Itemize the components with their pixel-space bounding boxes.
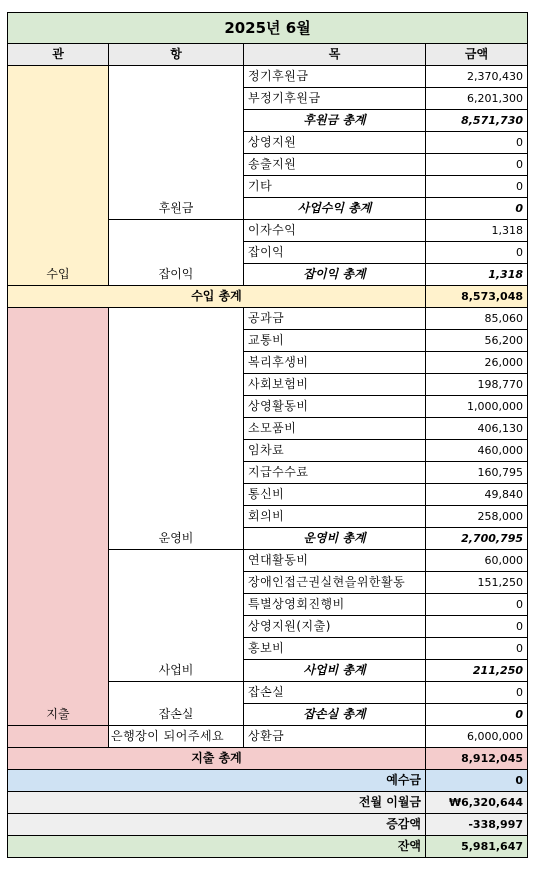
mok-cell: 회의비: [244, 506, 426, 528]
summary-label: 증감액: [8, 814, 426, 836]
subtotal-label: 후원금 총계: [244, 110, 426, 132]
amount-cell: 6,000,000: [426, 726, 528, 748]
table-row: [8, 308, 528, 330]
mok-cell: 공과금: [244, 308, 426, 330]
gwan-expense-blank: [8, 726, 109, 748]
summary-row-balance: [8, 836, 528, 858]
mok-cell: 기타: [244, 176, 426, 198]
mok-cell: 상환금: [244, 726, 426, 748]
amount-cell: 49,840: [426, 484, 528, 506]
mok-cell: 연대활동비: [244, 550, 426, 572]
subtotal-label: 사업수익 총계: [244, 198, 426, 220]
summary-amount: -338,997: [426, 814, 528, 836]
amount-cell: 26,000: [426, 352, 528, 374]
page-title: 2025년 6월: [8, 13, 528, 44]
amount-cell: 60,000: [426, 550, 528, 572]
table-row: [8, 66, 528, 88]
amount-cell: 6,201,300: [426, 88, 528, 110]
subtotal-label: 사업비 총계: [244, 660, 426, 682]
mok-cell: 정기후원금: [244, 66, 426, 88]
amount-cell: 0: [426, 154, 528, 176]
mok-cell: 소모품비: [244, 418, 426, 440]
mok-cell: 이자수익: [244, 220, 426, 242]
subtotal-label: 운영비 총계: [244, 528, 426, 550]
gwan-expense: 지출: [8, 308, 109, 726]
table-row: [8, 726, 528, 748]
hang-business: 사업비: [109, 550, 244, 682]
mok-cell: 상영지원: [244, 132, 426, 154]
income-total-row: [8, 286, 528, 308]
amount-cell: 0: [426, 176, 528, 198]
summary-label: 예수금: [8, 770, 426, 792]
hang-bank: 은행장이 되어주세요: [109, 726, 244, 748]
amount-cell: 160,795: [426, 462, 528, 484]
subtotal-amount: 0: [426, 704, 528, 726]
mok-cell: 잡이익: [244, 242, 426, 264]
header-hang: 항: [109, 44, 244, 66]
summary-row-carryover: [8, 792, 528, 814]
amount-cell: 0: [426, 594, 528, 616]
mok-cell: 부정기후원금: [244, 88, 426, 110]
subtotal-amount: 1,318: [426, 264, 528, 286]
gwan-income: 수입: [8, 66, 109, 286]
mok-cell: 송출지원: [244, 154, 426, 176]
summary-label: 전월 이월금: [8, 792, 426, 814]
header-mok: 목: [244, 44, 426, 66]
hang-loss: 잡손실: [109, 682, 244, 726]
mok-cell: 장애인접근권실현을위한활동: [244, 572, 426, 594]
amount-cell: 460,000: [426, 440, 528, 462]
header-amount: 금액: [426, 44, 528, 66]
subtotal-amount: 0: [426, 198, 528, 220]
amount-cell: 1,000,000: [426, 396, 528, 418]
summary-amount: ₩6,320,644: [426, 792, 528, 814]
hang-donation: 후원금: [109, 66, 244, 220]
summary-row-deposit: [8, 770, 528, 792]
amount-cell: 0: [426, 242, 528, 264]
mok-cell: 상영지원(지출): [244, 616, 426, 638]
amount-cell: 1,318: [426, 220, 528, 242]
subtotal-amount: 211,250: [426, 660, 528, 682]
mok-cell: 홍보비: [244, 638, 426, 660]
expense-total-amount: 8,912,045: [426, 748, 528, 770]
amount-cell: 258,000: [426, 506, 528, 528]
amount-cell: 56,200: [426, 330, 528, 352]
subtotal-label: 잡손실 총계: [244, 704, 426, 726]
subtotal-amount: 2,700,795: [426, 528, 528, 550]
income-total-label: 수입 총계: [8, 286, 426, 308]
subtotal-amount: 8,571,730: [426, 110, 528, 132]
summary-row-change: [8, 814, 528, 836]
mok-cell: 복리후생비: [244, 352, 426, 374]
header-gwan: 관: [8, 44, 109, 66]
summary-amount: 0: [426, 770, 528, 792]
summary-amount: 5,981,647: [426, 836, 528, 858]
amount-cell: 0: [426, 682, 528, 704]
mok-cell: 지급수수료: [244, 462, 426, 484]
mok-cell: 특별상영회진행비: [244, 594, 426, 616]
mok-cell: 사회보험비: [244, 374, 426, 396]
expense-total-row: [8, 748, 528, 770]
amount-cell: 406,130: [426, 418, 528, 440]
amount-cell: 0: [426, 616, 528, 638]
amount-cell: 198,770: [426, 374, 528, 396]
mok-cell: 임차료: [244, 440, 426, 462]
summary-label: 잔액: [8, 836, 426, 858]
amount-cell: 2,370,430: [426, 66, 528, 88]
mok-cell: 잡손실: [244, 682, 426, 704]
amount-cell: 151,250: [426, 572, 528, 594]
title-row: [8, 13, 528, 44]
budget-table: [7, 12, 528, 858]
amount-cell: 85,060: [426, 308, 528, 330]
expense-total-label: 지출 총계: [8, 748, 426, 770]
amount-cell: 0: [426, 638, 528, 660]
hang-misc: 잡이익: [109, 220, 244, 286]
amount-cell: 0: [426, 132, 528, 154]
mok-cell: 통신비: [244, 484, 426, 506]
income-total-amount: 8,573,048: [426, 286, 528, 308]
header-row: [8, 44, 528, 66]
subtotal-label: 잡이익 총계: [244, 264, 426, 286]
mok-cell: 상영활동비: [244, 396, 426, 418]
hang-operating: 운영비: [109, 308, 244, 550]
mok-cell: 교통비: [244, 330, 426, 352]
